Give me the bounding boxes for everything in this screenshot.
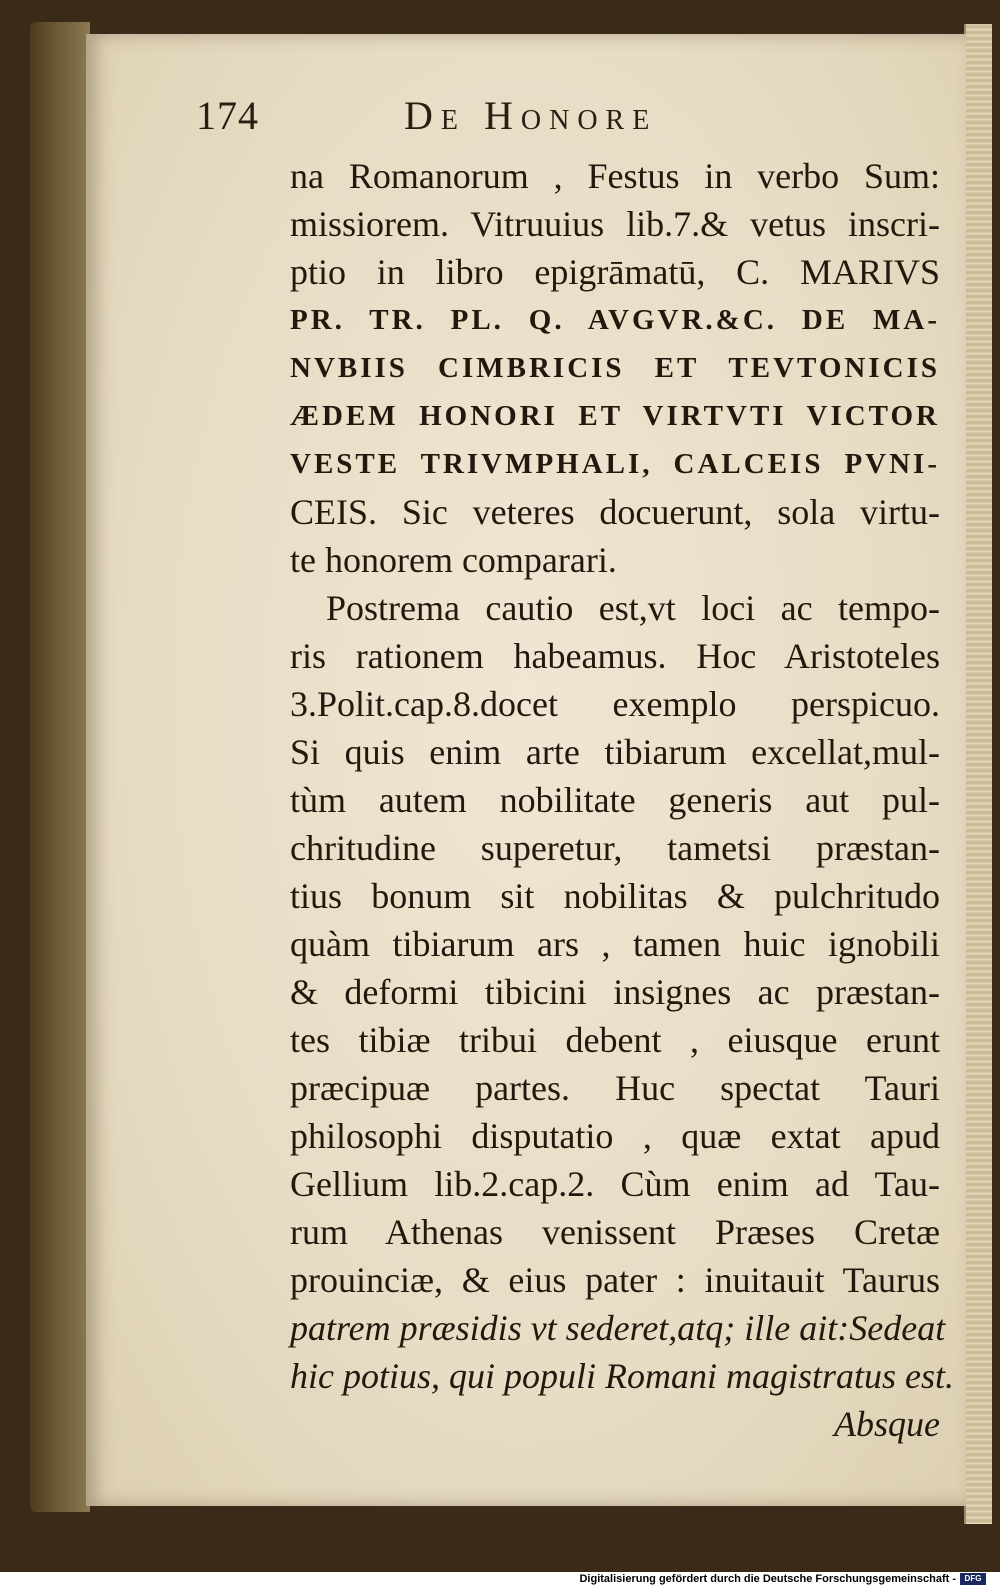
running-head: De Honore	[404, 93, 658, 138]
text-line: ris rationem habeamus. Hoc Aristoteles	[290, 636, 940, 676]
text-line: philosophi disputatio , quæ extat apud	[290, 1116, 940, 1156]
text-line: CEIS. Sic veteres docuerunt, sola virtu-	[290, 492, 940, 532]
text-line: rum Athenas venissent Præses Cretæ	[290, 1212, 940, 1252]
text-line: chritudine superetur, tametsi præstan-	[290, 828, 940, 868]
page-header	[196, 92, 796, 144]
text-line: Si quis enim arte tibiarum excellat,mul-	[290, 732, 940, 772]
book-spine-edge	[30, 22, 90, 1512]
text-line: Gellium lib.2.cap.2. Cùm enim ad Tau-	[290, 1164, 940, 1204]
italic-quote-line: hic potius, qui populi Romani magistratus est.	[290, 1356, 955, 1396]
text-line: na Romanorum , Festus in verbo Sum:	[290, 156, 940, 196]
inscription-line: ÆDEM HONORI ET VIRTVTI VICTOR	[290, 400, 940, 432]
italic-quote-line: patrem præsidis vt sederet,atq; ille ait:Sedeat	[290, 1308, 946, 1348]
text-line: tes tibiæ tribui debent , eiusque erunt	[290, 1020, 940, 1060]
footer-bar	[0, 1572, 1000, 1586]
inscription-line: PR. TR. PL. Q. AVGVR.&C. DE MA-	[290, 304, 940, 336]
body-text	[290, 152, 955, 1448]
funding-credit: Digitalisierung gefördert durch die Deutsche Forschungsgemeinschaft -	[579, 1573, 956, 1585]
text-line: missiorem. Vitruuius lib.7.& vetus inscri-	[290, 204, 940, 244]
text-line: & deformi tibicini insignes ac præstan-	[290, 972, 940, 1012]
text-line: præcipuæ partes. Huc spectat Tauri	[290, 1068, 940, 1108]
text-line: tùm autem nobilitate generis aut pul-	[290, 780, 940, 820]
page-number: 174	[196, 93, 259, 138]
inscription-line: VESTE TRIVMPHALI, CALCEIS PVNI-	[290, 448, 940, 480]
text-line: 3.Polit.cap.8.docet exemplo perspicuo.	[290, 684, 940, 724]
inscription-line: NVBIIS CIMBRICIS ET TEVTONICIS	[290, 352, 940, 384]
text-line: te honorem comparari.	[290, 540, 617, 580]
text-line: tius bonum sit nobilitas & pulchritudo	[290, 876, 940, 916]
text-line: ptio in libro epigrāmatū, C. MARIVS	[290, 252, 940, 292]
text-line: prouinciæ, & eius pater : inuitauit Taurus	[290, 1260, 940, 1300]
text-line: quàm tibiarum ars , tamen huic ignobili	[290, 924, 940, 964]
dfg-logo: DFG	[960, 1573, 986, 1585]
paragraph-start-line: Postrema cautio est,vt loci ac tempo-	[326, 588, 940, 628]
catchword: Absque	[834, 1404, 940, 1444]
page-stack-edge	[964, 24, 992, 1524]
